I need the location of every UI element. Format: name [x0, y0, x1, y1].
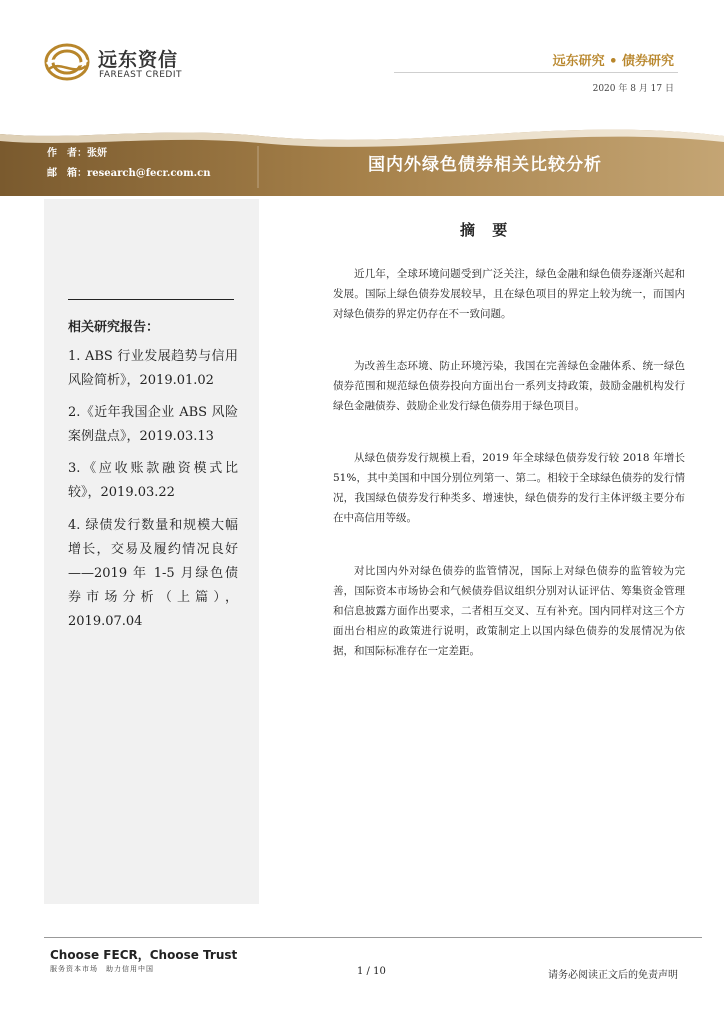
- logo-name-cn: 远东资信: [98, 49, 179, 71]
- related-reports-heading: 相关研究报告：: [68, 320, 160, 335]
- author: 作 者：张妍: [47, 148, 107, 159]
- abstract-paragraph: 从绿色债券发行规模上看，2019 年全球绿色债券发行较 2018 年增长 51%，其中美国和中国分别位列第一、第二。相较于全球绿色债券的发行情况，我国绿色债券发行种类多、增速快，绿色债券的发行主体评级主要分布在中高信用等级。: [333, 452, 685, 524]
- fareast-logo-icon: [44, 42, 90, 82]
- page-number: 1 / 10: [357, 966, 386, 977]
- related-report-item: 1. ABS 行业发展趋势与信用风险简析》，2019.01.02: [68, 349, 238, 388]
- footer-subslogan: 服务资本市场 助力信用中国: [50, 965, 154, 973]
- abstract-paragraph: 对比国内外对绿色债券的监管情况，国际上对绿色债券的监管较为完善，国际资本市场协会和气候债券倡议组织分别对认证评估、筹集资金管理和信息披露方面作出要求，二者相互交叉、互有补充。国内同样对这三个方面出台相应的政策进行说明，政策制定上以国内绿色债券的发展情况为依据，和国际标准存在一定差距。: [333, 565, 685, 657]
- disclaimer-note: 请务必阅读正文后的免责声明: [548, 970, 678, 981]
- abstract-paragraph: 近几年，全球环境问题受到广泛关注，绿色金融和绿色债券逐渐兴起和发展。国际上绿色债券发展较早，且在绿色项目的界定上较为统一，而国内对绿色债券的界定仍存在不一致问题。: [333, 268, 685, 320]
- footer-divider: [44, 937, 702, 938]
- logo-name-en: FAREAST CREDIT: [99, 70, 182, 80]
- author-email: 邮 箱：research@fecr.com.cn: [47, 168, 211, 179]
- report-series: 远东研究 • 债券研究: [552, 54, 674, 69]
- report-date: 2020 年 8 月 17 日: [592, 84, 674, 94]
- related-report-item: 3.《应收账款融资模式比较》，2019.03.22: [68, 461, 238, 500]
- abstract-paragraph: 为改善生态环境、防止环境污染，我国在完善绿色金融体系、统一绿色债券范围和规范绿色债券投向方面出台一系列支持政策，鼓励金融机构发行绿色金融债券、鼓励企业发行绿色债券用于绿色项目。: [333, 360, 685, 412]
- header-divider: [394, 72, 678, 73]
- abstract-heading: 摘 要: [460, 221, 514, 239]
- company-logo: [44, 42, 204, 86]
- title-banner: [0, 96, 724, 196]
- footer-slogan: Choose FECR，Choose Trust: [50, 948, 238, 962]
- related-report-item: 4. 绿债发行数量和规模大幅增长，交易及履约情况良好 ——2019 年 1-5 月绿色债券市场分析（上篇），2019.07.04: [68, 518, 238, 629]
- related-report-item: 2.《近年我国企业 ABS 风险案例盘点》，2019.03.13: [68, 405, 238, 444]
- sidebar-divider: [68, 299, 234, 300]
- report-title: 国内外绿色债券相关比较分析: [368, 155, 602, 175]
